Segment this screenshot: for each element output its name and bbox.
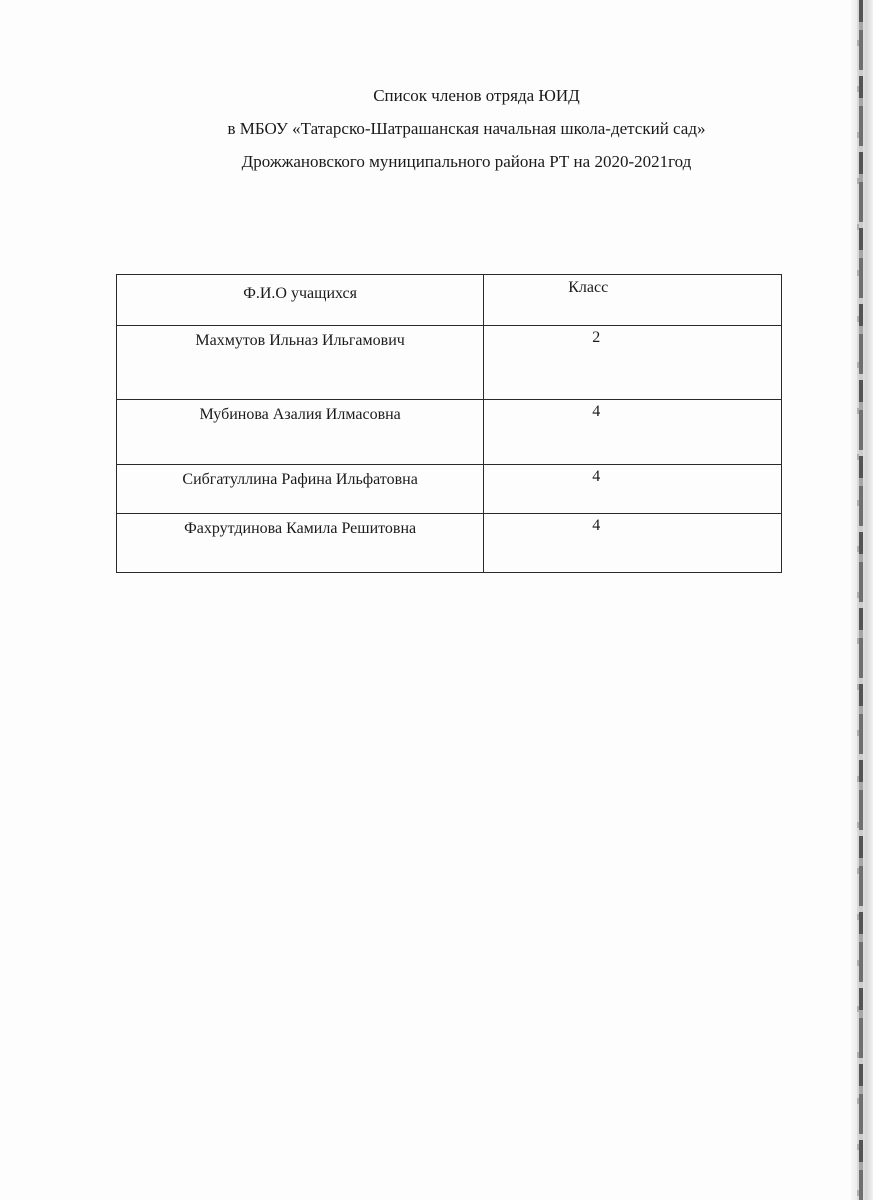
student-name: Фахрутдинова Камила Решитовна <box>117 514 484 573</box>
student-name: Махмутов Ильназ Ильгамович <box>117 326 484 400</box>
document-title <box>0 86 873 185</box>
table-row <box>117 400 782 465</box>
header-name: Ф.И.О учащихся <box>117 275 484 326</box>
table-row <box>117 326 782 400</box>
table-header-row <box>117 275 782 326</box>
header-class: Класс <box>484 275 782 326</box>
student-class: 2 <box>484 326 782 400</box>
student-name: Сибгатуллина Рафина Ильфатовна <box>117 465 484 514</box>
title-line-3: Дрожжановского муниципального района РТ на 2020-2021год <box>241 152 692 171</box>
student-class: 4 <box>484 465 782 514</box>
student-class: 4 <box>484 514 782 573</box>
members-table <box>116 274 782 573</box>
title-line-2: в МБОУ «Татарско-Шатрашанская начальная школа-детский сад» <box>227 119 706 138</box>
student-name: Мубинова Азалия Илмасовна <box>117 400 484 465</box>
table-row <box>117 514 782 573</box>
title-line-1: Список членов отряда ЮИД <box>373 86 580 105</box>
student-class: 4 <box>484 400 782 465</box>
table-row <box>117 465 782 514</box>
scan-edge-line <box>859 0 863 1200</box>
